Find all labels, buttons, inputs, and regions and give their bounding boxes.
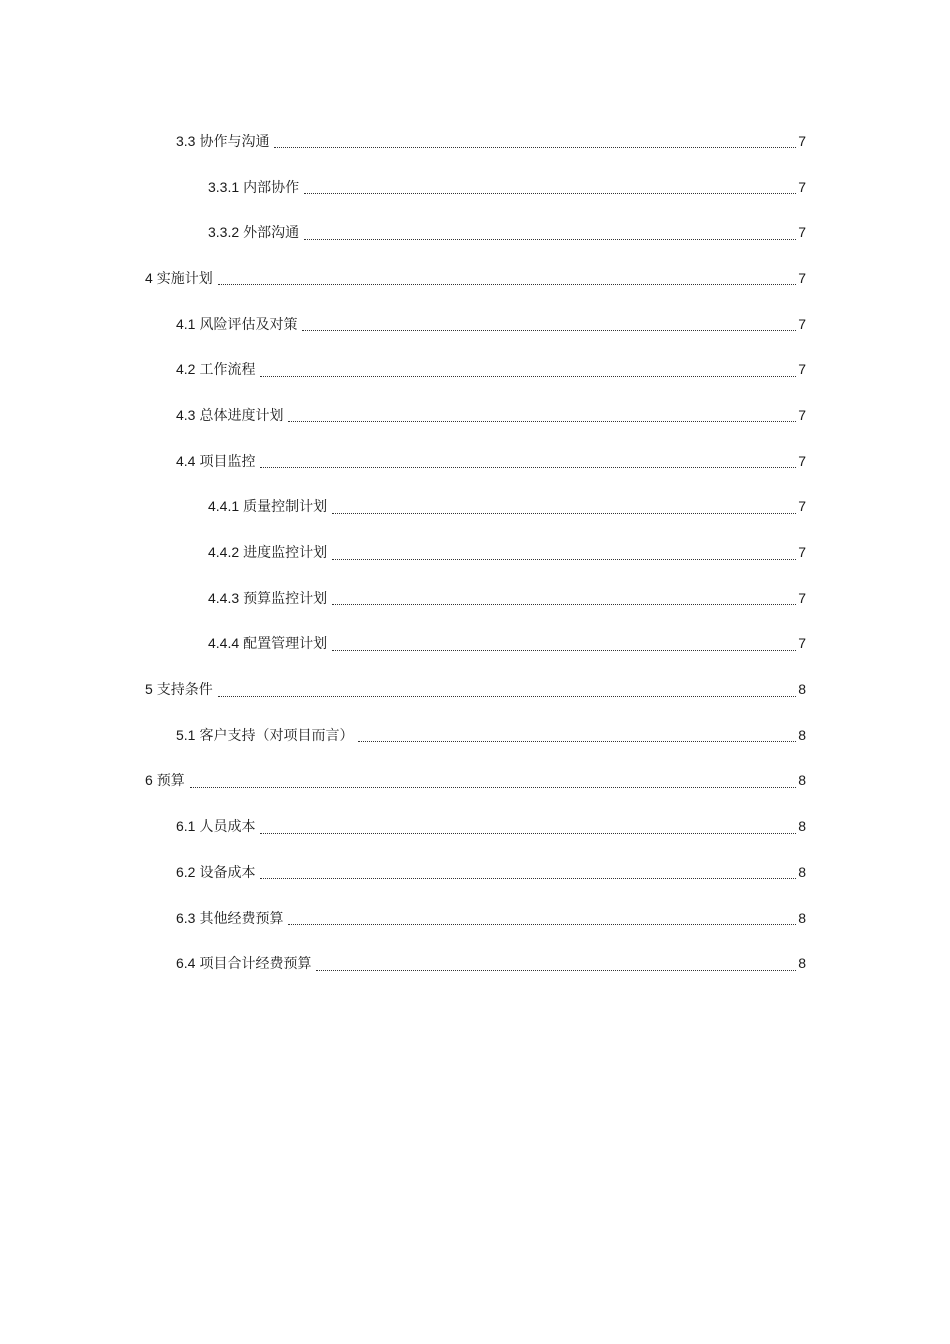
toc-entry-number: 3.3.1: [208, 178, 240, 195]
toc-entry-page-number: 7: [798, 635, 806, 652]
toc-entry-title: 进度监控计划: [243, 544, 328, 561]
toc-entry-title: 项目监控: [199, 452, 256, 469]
toc-entry[interactable]: [0, 118, 950, 164]
toc-entry-title: 配置管理计划: [243, 635, 328, 652]
toc-entry-number: 4.4.1: [208, 498, 240, 515]
toc-entry-page-number: 7: [798, 544, 806, 561]
toc-entry-page-number: 8: [798, 955, 806, 972]
toc-dot-leader: [190, 775, 796, 788]
toc-entry-number: 5: [145, 681, 153, 698]
toc-dot-leader: [288, 912, 796, 925]
toc-entry[interactable]: [0, 392, 950, 438]
toc-dot-leader: [358, 729, 796, 742]
toc-dot-leader: [316, 958, 796, 971]
toc-entry-page-number: 7: [798, 132, 806, 149]
toc-entry-page-number: 7: [798, 315, 806, 332]
toc-entry[interactable]: [0, 621, 950, 667]
toc-entry[interactable]: [0, 255, 950, 301]
toc-entry[interactable]: [0, 346, 950, 392]
toc-entry-number: 4.3: [176, 406, 196, 423]
toc-entry[interactable]: [0, 666, 950, 712]
toc-entry-page-number: 7: [798, 406, 806, 423]
toc-entry-title: 实施计划: [156, 269, 213, 286]
toc-entry-number: 5.1: [176, 726, 196, 743]
toc-entry-page-number: 7: [798, 269, 806, 286]
toc-entry[interactable]: [0, 484, 950, 530]
toc-entry-number: 4.4.4: [208, 635, 240, 652]
toc-dot-leader: [302, 318, 796, 331]
toc-entry-title: 总体进度计划: [199, 406, 284, 423]
toc-dot-leader: [260, 364, 796, 377]
toc-entry-number: 4: [145, 269, 153, 286]
toc-entry-title: 风险评估及对策: [199, 315, 298, 332]
toc-entry-title: 客户支持（对项目而言）: [199, 726, 354, 743]
toc-entry-page-number: 7: [798, 452, 806, 469]
table-of-contents: [0, 118, 950, 986]
toc-entry[interactable]: [0, 758, 950, 804]
toc-entry-number: 4.1: [176, 315, 196, 332]
toc-dot-leader: [332, 592, 796, 605]
toc-entry[interactable]: [0, 209, 950, 255]
toc-entry-page-number: 8: [798, 818, 806, 835]
toc-entry-number: 4.4.3: [208, 589, 240, 606]
toc-entry-title: 协作与沟通: [199, 132, 270, 149]
toc-entry-number: 4.4.2: [208, 544, 240, 561]
toc-dot-leader: [304, 181, 796, 194]
toc-entry-title: 预算监控计划: [243, 589, 328, 606]
toc-entry-title: 其他经费预算: [199, 909, 284, 926]
toc-entry-title: 工作流程: [199, 361, 256, 378]
toc-dot-leader: [260, 821, 796, 834]
toc-dot-leader: [274, 135, 796, 148]
toc-entry-title: 人员成本: [199, 818, 256, 835]
toc-entry-title: 支持条件: [156, 681, 213, 698]
toc-entry[interactable]: [0, 438, 950, 484]
toc-entry[interactable]: [0, 575, 950, 621]
toc-entry-page-number: 8: [798, 863, 806, 880]
toc-entry[interactable]: [0, 803, 950, 849]
toc-entry-number: 6: [145, 772, 153, 789]
toc-entry-page-number: 8: [798, 726, 806, 743]
toc-dot-leader: [332, 547, 796, 560]
toc-entry-page-number: 7: [798, 178, 806, 195]
toc-dot-leader: [304, 227, 796, 240]
toc-entry-page-number: 7: [798, 224, 806, 241]
toc-dot-leader: [332, 501, 796, 514]
toc-entry-page-number: 8: [798, 909, 806, 926]
toc-entry[interactable]: [0, 301, 950, 347]
toc-dot-leader: [218, 272, 796, 285]
toc-entry-number: 3.3: [176, 132, 196, 149]
toc-dot-leader: [260, 866, 796, 879]
toc-dot-leader: [288, 409, 796, 422]
toc-entry-number: 4.2: [176, 361, 196, 378]
toc-entry[interactable]: [0, 529, 950, 575]
toc-entry[interactable]: [0, 849, 950, 895]
toc-entry-number: 3.3.2: [208, 224, 240, 241]
toc-entry-number: 4.4: [176, 452, 196, 469]
toc-entry-title: 设备成本: [199, 863, 256, 880]
toc-entry-number: 6.4: [176, 955, 196, 972]
toc-entry[interactable]: [0, 895, 950, 941]
toc-entry-title: 内部协作: [243, 178, 300, 195]
toc-entry-page-number: 8: [798, 772, 806, 789]
toc-entry[interactable]: [0, 164, 950, 210]
toc-entry-title: 预算: [156, 772, 185, 789]
toc-dot-leader: [260, 455, 796, 468]
toc-entry-title: 质量控制计划: [243, 498, 328, 515]
toc-entry-number: 6.2: [176, 863, 196, 880]
toc-entry-page-number: 7: [798, 361, 806, 378]
toc-entry-page-number: 8: [798, 681, 806, 698]
toc-entry[interactable]: [0, 712, 950, 758]
toc-entry-title: 项目合计经费预算: [199, 955, 312, 972]
toc-dot-leader: [332, 638, 796, 651]
toc-entry[interactable]: [0, 940, 950, 986]
toc-entry-title: 外部沟通: [243, 224, 300, 241]
toc-entry-number: 6.1: [176, 818, 196, 835]
toc-dot-leader: [218, 684, 796, 697]
toc-entry-page-number: 7: [798, 498, 806, 515]
toc-entry-page-number: 7: [798, 589, 806, 606]
toc-entry-number: 6.3: [176, 909, 196, 926]
